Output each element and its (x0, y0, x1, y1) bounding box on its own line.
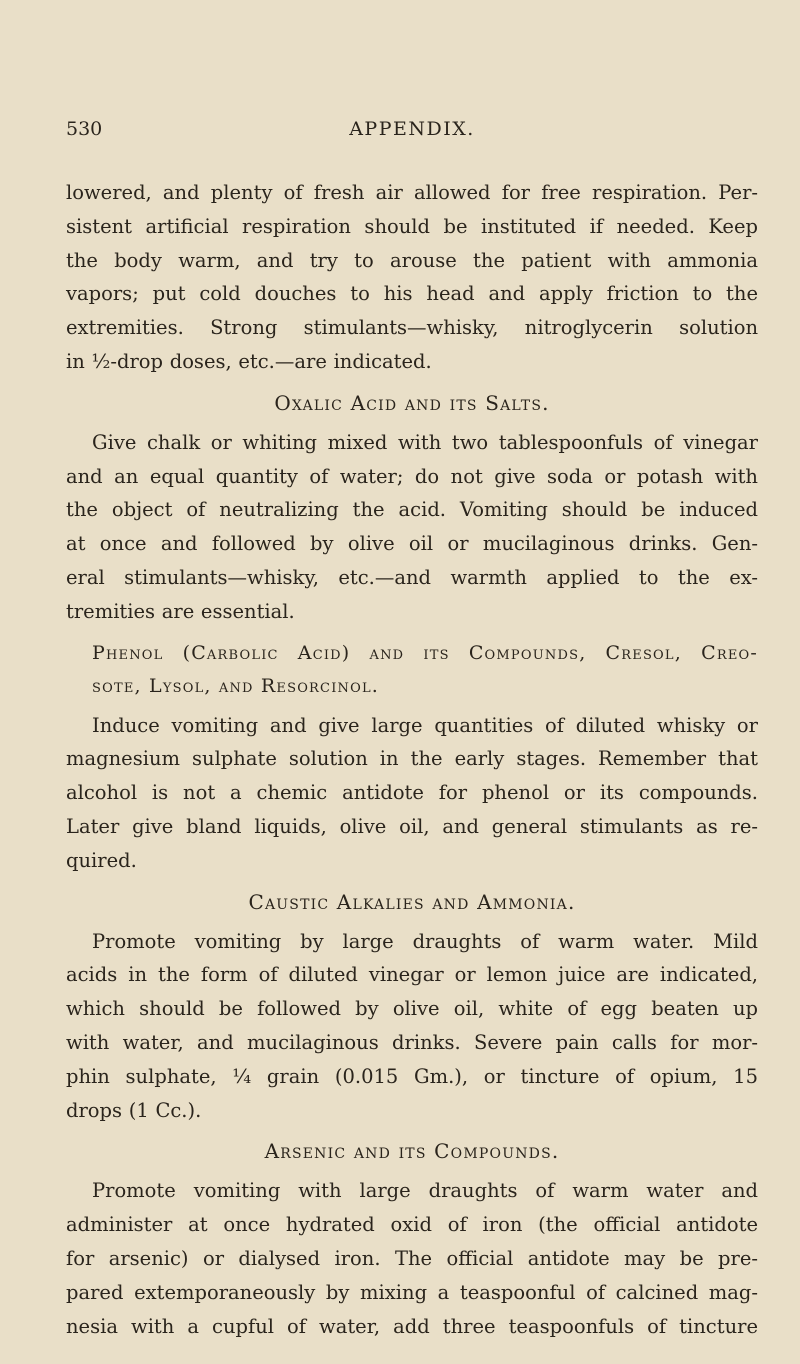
text-line: Give chalk or whiting mixed with two tablespoonfuls of vinegar (92, 430, 758, 454)
text-line: administer at once hydrated oxid of iron (the official antidote (66, 1213, 758, 1237)
paragraph-arsenic (66, 1174, 758, 1343)
text-line: Later give bland liquids, olive oil, and general stimulants as re- (66, 814, 758, 838)
text-line: Promote vomiting with large draughts of warm water and (92, 1179, 758, 1203)
paragraph-oxalic-acid (66, 426, 758, 629)
text-line: and an equal quantity of water; do not give soda or potash with (66, 464, 758, 488)
text-line: drops (1 Cc.). (66, 1098, 202, 1122)
page-number: 530 (66, 118, 103, 140)
text-line: Promote vomiting by large draughts of warm water. Mild (92, 929, 758, 953)
text-line: acids in the form of diluted vinegar or lemon juice are indicated, (66, 963, 758, 987)
text-line: phin sulphate, ¼ grain (0.015 Gm.), or tincture of opium, 15 (66, 1064, 758, 1088)
text-line: in ½-drop doses, etc.—are indicated. (66, 349, 432, 373)
text-line: alcohol is not a chemic antidote for phenol or its compounds. (66, 781, 758, 805)
running-title: APPENDIX. (349, 118, 475, 140)
text-line: quired. (66, 848, 137, 872)
text-line: for arsenic) or dialysed iron. The official antidote may be pre- (66, 1246, 758, 1270)
heading-line: sote, Lysol, and Resorcinol. (92, 674, 380, 697)
text-line: sistent artificial respiration should be instituted if needed. Keep (66, 214, 758, 238)
running-head (66, 118, 758, 154)
text-line: the object of neutralizing the acid. Vomiting should be induced (66, 498, 758, 522)
heading-line: Phenol (Carbolic Acid) and its Compounds, Cresol, Creo- (92, 641, 758, 664)
text-line: at once and followed by olive oil or mucilaginous drinks. Gen- (66, 532, 758, 556)
paragraph-phenol (66, 709, 758, 878)
section-heading-caustic-alkalies: Caustic Alkalies and Ammonia. (248, 889, 576, 914)
text-line: vapors; put cold douches to his head and apply friction to the (66, 282, 758, 306)
text-line: with water, and mucilaginous drinks. Severe pain calls for mor- (66, 1030, 758, 1054)
section-heading-oxalic-acid: Oxalic Acid and its Salts. (274, 390, 550, 415)
section-heading-arsenic: Arsenic and its Compounds. (264, 1139, 560, 1164)
paragraph-caustic-alkalies (66, 925, 758, 1128)
paragraph-respiration (66, 176, 758, 379)
text-line: magnesium sulphate solution in the early stages. Remember that (66, 747, 758, 771)
text-line: tremities are essential. (66, 599, 295, 623)
text-line: nesia with a cupful of water, add three teaspoonfuls of tincture (66, 1314, 758, 1338)
text-line: which should be followed by olive oil, white of egg beaten up (66, 997, 758, 1021)
text-line: Induce vomiting and give large quantities of diluted whisky or (92, 713, 758, 737)
text-line: eral stimulants—whisky, etc.—and warmth applied to the ex- (66, 565, 758, 589)
section-heading-phenol (66, 637, 758, 703)
text-line: lowered, and plenty of fresh air allowed for free respiration. Per- (66, 181, 758, 204)
text-line: pared extemporaneously by mixing a teaspoonful of calcined mag- (66, 1280, 758, 1304)
text-line: extremities. Strong stimulants—whisky, nitroglycerin solution (66, 316, 758, 340)
text-line: the body warm, and try to arouse the patient with ammonia (66, 248, 758, 272)
